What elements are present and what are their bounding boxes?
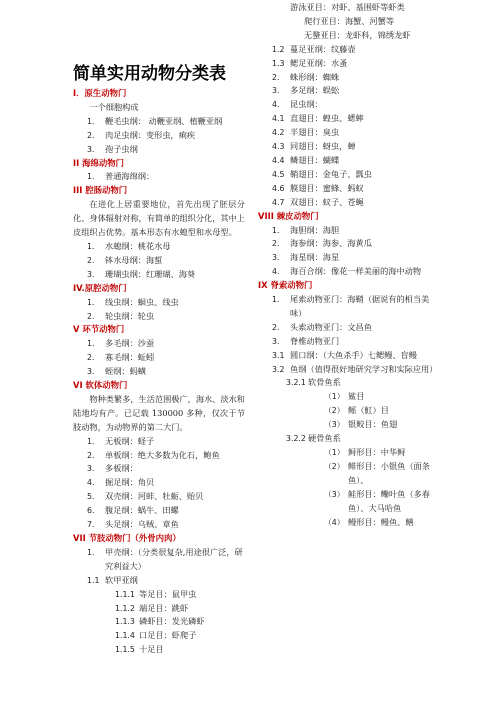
- list-item-number: 3.: [87, 144, 95, 154]
- list-item: [258, 418, 434, 432]
- list-item: [73, 143, 245, 157]
- list-item-text: 十足目: [139, 644, 164, 655]
- list-item-text: 头索动物亚门：文昌鱼: [290, 321, 372, 332]
- list-item-number: （3）: [324, 420, 345, 430]
- list-item-number: 1.2: [272, 44, 285, 54]
- list-item-text: 圆口纲：（大鱼杀手）七鳃鳗、盲鳗: [290, 349, 417, 360]
- list-item: [258, 363, 438, 377]
- list-item-number: 2.: [272, 239, 280, 249]
- list-item-text: 鱼纲（值得很好地研究学习和实际应用）: [290, 363, 438, 374]
- list-item-text: 鲟形目：中华鲟: [348, 447, 406, 457]
- section-heading-mollusca: VI 软体动物门: [73, 380, 128, 391]
- list-item: 游泳亚目：对虾、基围虾等虾类: [290, 2, 405, 12]
- list-item: [258, 224, 434, 238]
- list-item-number: 1.1.3: [115, 617, 135, 627]
- list-item: [258, 98, 434, 112]
- list-item-text: 掘足纲：角贝: [105, 477, 155, 488]
- right-column: [258, 1, 438, 529]
- list-item: [73, 129, 245, 143]
- list-item: 爬行亚目：海蟹、河蟹等: [304, 15, 395, 26]
- list-item-text: 海胆纲：海胆: [290, 224, 340, 235]
- list-item-number: 2.: [87, 311, 95, 321]
- section-heading-protozoa: I．原生动物门: [73, 88, 127, 98]
- list-item-number: （4）: [324, 517, 345, 527]
- list-item: [258, 390, 434, 404]
- list-item-text: 水螅纲：桃花水母: [105, 240, 171, 251]
- list-item: [258, 460, 434, 488]
- list-item: [258, 432, 434, 446]
- list-item: [73, 310, 245, 324]
- document-title: 简单实用动物分类表: [73, 64, 226, 84]
- list-item-number: 2.: [272, 322, 280, 332]
- list-item-number: （1）: [324, 392, 345, 402]
- list-item-text: 昆虫纲：: [290, 99, 323, 110]
- list-item: [73, 337, 245, 351]
- list-item-text: 银鲛目：鱼翅: [348, 419, 398, 430]
- list-item: [73, 643, 245, 657]
- list-item-text: 膜翅目：蜜蜂、蚂蚁: [290, 182, 364, 193]
- list-item-number: 1.: [87, 116, 95, 126]
- list-item-text: 单板纲：绝大多数为化石，鲍鱼: [105, 449, 220, 460]
- list-item-text: 蛭纲：蚂蟥: [105, 366, 146, 377]
- list-item: [258, 516, 434, 530]
- list-item-text: 软甲亚纲: [105, 574, 138, 585]
- list-item: [73, 462, 245, 476]
- list-item-text: 鲨目: [348, 391, 365, 402]
- list-item-number: 3.: [272, 253, 280, 263]
- list-item: [258, 404, 434, 418]
- list-item-text: 海参纲：海参、海黄瓜: [290, 238, 372, 249]
- list-item-number: 4.7: [272, 197, 285, 207]
- list-item-number: （2）: [324, 406, 345, 416]
- list-item: [258, 154, 434, 168]
- list-item: [73, 490, 245, 504]
- list-item-text: 多足纲：蜈蚣: [290, 85, 340, 96]
- list-item-number: 3.2.1: [286, 378, 306, 388]
- list-item-number: 1.: [87, 547, 95, 557]
- list-item-text: 口足目：虾爬子: [139, 630, 197, 641]
- list-item-text: 线虫纲：蛔虫、线虫: [105, 296, 179, 307]
- list-item: [258, 71, 434, 85]
- list-item: [73, 476, 245, 490]
- list-item: [73, 449, 245, 463]
- list-item-number: 2.: [87, 255, 95, 265]
- list-item-text: 蛛形纲：蜘蛛: [290, 71, 340, 82]
- list-item-text: 腹足纲：蜗牛、田螺: [105, 505, 179, 516]
- list-item-number: （3）: [324, 489, 345, 499]
- list-item-text: 孢子虫纲: [105, 143, 138, 154]
- list-item-number: 3.: [87, 269, 95, 279]
- list-item: [73, 615, 245, 629]
- list-item: [73, 170, 245, 184]
- list-item: [258, 43, 434, 57]
- list-item-number: 2.: [87, 353, 95, 363]
- list-item: [73, 602, 245, 616]
- list-item-number: 2.: [87, 130, 95, 140]
- left-column: [73, 0, 245, 657]
- list-item-number: 3.: [272, 86, 280, 96]
- list-item-number: 1.: [87, 297, 95, 307]
- list-item: [258, 126, 434, 140]
- section-heading-echinodermata: VIII 棘皮动物门: [258, 210, 319, 221]
- list-item: [258, 488, 434, 516]
- list-item-text: 肉足虫纲：变形虫，痢疾: [105, 129, 196, 140]
- list-item-text: 鞭毛虫纲： 动鞭亚纲、植鞭亚纲: [105, 115, 223, 126]
- list-item: [258, 335, 434, 349]
- list-item-text: 鲑形目：鳓叶鱼（多春鱼）、大马哈鱼: [348, 488, 430, 513]
- list-item: [258, 182, 434, 196]
- list-item-number: 1.: [272, 225, 280, 235]
- list-item: [73, 518, 245, 532]
- list-item-text: 海星纲：海星: [290, 252, 340, 263]
- list-item-number: 4.: [272, 100, 280, 110]
- list-item-text: 半翅目：臭虫: [290, 127, 340, 138]
- section-heading-porifera: II 海绵动物门: [73, 157, 125, 168]
- list-item-text: 同翅目：蚜虫，蝉: [290, 141, 356, 152]
- list-item: [73, 435, 245, 449]
- list-item: [258, 168, 434, 182]
- list-item: [258, 140, 434, 154]
- list-item-text: 鲱形目：小银鱼（面条鱼）、: [348, 460, 430, 485]
- list-item: [73, 268, 245, 282]
- section-intro-mollusca: 物种类繁多，生活范围极广，海水、淡水和陆地均有产。已记载 130000 多种，仅次于节肢动物，为动物界的第二大门。: [73, 393, 245, 432]
- list-item-text: 软骨鱼系: [308, 377, 341, 388]
- list-item-number: 4.3: [272, 142, 285, 152]
- section-intro-protozoa: 一个细胞构成: [89, 101, 139, 112]
- list-item-text: 无板纲：蛏子: [105, 435, 155, 446]
- list-item-number: 4.: [272, 267, 280, 277]
- section-heading-chordata: IX 脊索动物门: [258, 280, 313, 291]
- list-item-text: 珊瑚虫纲：红珊瑚、海葵: [105, 268, 196, 279]
- section-heading-aschelminthes: IV.原腔动物门: [73, 282, 127, 293]
- list-item-text: 鳗形目：鳗鱼、鳝: [348, 516, 414, 527]
- list-item-text: 端足目：跳虾: [139, 602, 189, 613]
- list-item: [73, 504, 245, 518]
- list-item-number: 4.: [87, 478, 95, 488]
- list-item-text: 尾索动物亚门：海鞘（据说有的相当美味）: [290, 294, 430, 318]
- list-item-text: 钵水母纲：海蜇: [105, 254, 163, 265]
- list-item-text: 鳞翅目：蝴蝶: [290, 154, 340, 165]
- list-item-text: 鳃足亚纲：水蚤: [290, 57, 348, 68]
- list-item: [73, 574, 245, 588]
- list-item-number: 1.1.4: [115, 631, 135, 641]
- list-item: [258, 265, 434, 279]
- list-item-number: 2.: [87, 450, 95, 460]
- list-item-text: 普通海绵纲：: [105, 171, 155, 182]
- list-item-number: 1.: [87, 339, 95, 349]
- list-item: [258, 196, 434, 210]
- list-item-number: 1.: [87, 436, 95, 446]
- list-item-number: 3.: [87, 464, 95, 474]
- list-item-number: 5.: [87, 492, 95, 502]
- list-item-number: 3.1: [272, 350, 285, 360]
- list-item-number: 1.: [272, 295, 280, 305]
- list-item-text: 多毛纲：沙蚕: [105, 338, 155, 349]
- list-item-number: 4.5: [272, 169, 285, 179]
- list-item-number: 1.: [87, 241, 95, 251]
- list-item: [73, 365, 245, 379]
- list-item-text: 寡毛纲：蚯蚓: [105, 352, 155, 363]
- list-item: [258, 376, 434, 390]
- list-item: 无螯亚目：龙虾科，锦绣龙虾: [304, 29, 411, 40]
- list-item-number: 4.4: [272, 155, 285, 165]
- list-item-number: （2）: [324, 461, 345, 471]
- list-item-number: 1.1.1: [115, 589, 135, 599]
- list-item-text: 鞘翅目：金龟子、瓢虫: [290, 168, 372, 179]
- list-item: [258, 321, 434, 335]
- list-item: [258, 84, 434, 98]
- list-item-number: 6.: [87, 506, 95, 516]
- list-item-text: 轮虫纲：轮虫: [105, 310, 155, 321]
- list-item-number: 4.1: [272, 114, 285, 124]
- list-item-number: （1）: [324, 448, 345, 457]
- list-item: [73, 351, 245, 365]
- list-item-text: 磷虾目：发光磷虾: [139, 616, 205, 627]
- list-item-number: 7.: [87, 520, 95, 530]
- section-intro-coelenterata: 在进化上居重要地位，首先出现了胚层分化、身体辐射对称，有简单的组织分化，其中上皮组织占优势。基本形态有水螅型和水母型。: [73, 199, 245, 238]
- list-item-number: 1.1.2: [115, 603, 135, 613]
- list-item: [258, 349, 434, 363]
- list-item: [73, 588, 245, 602]
- list-item-number: 3.2: [272, 364, 285, 374]
- list-item-number: 1.1.5: [115, 645, 135, 655]
- list-item-text: 等足目：鼠甲虫: [139, 588, 197, 599]
- list-item-number: 4.2: [272, 128, 285, 138]
- list-item: [73, 629, 245, 643]
- list-item-text: 头足纲：乌贼、章鱼: [105, 519, 179, 530]
- list-item: [73, 240, 245, 254]
- list-item-number: 3.2.2: [286, 434, 306, 444]
- list-item-text: 海百合纲：像花一样美丽的海中动物: [290, 266, 422, 277]
- section-heading-arthropoda: VII 节肢动物门（外骨内肉）: [73, 533, 181, 543]
- list-item-text: 硬骨鱼系: [308, 433, 341, 444]
- list-item: [73, 546, 245, 574]
- list-item: [258, 251, 434, 265]
- list-item: [258, 446, 434, 460]
- list-item: [258, 57, 434, 71]
- list-item-text: 脊椎动物亚门: [290, 335, 340, 346]
- list-item-text: 多板纲：: [105, 463, 138, 474]
- list-item-text: 鳐（魟）目: [348, 405, 389, 416]
- list-item-number: 3.: [272, 336, 280, 346]
- list-item-number: 4.6: [272, 183, 285, 193]
- section-heading-annelida: V 环节动物门: [73, 324, 125, 335]
- list-item-text: 双翅目：蚊子、苍蝇: [290, 196, 364, 207]
- list-item-number: 1.1: [87, 575, 100, 585]
- list-item: [73, 115, 245, 129]
- list-item-text: 双壳纲：河蚌、牡蛎、贻贝: [105, 491, 204, 502]
- list-item: [73, 254, 245, 268]
- list-item-text: 直翅目：蝗虫、蟋蟀: [290, 113, 364, 124]
- list-item-text: 甲壳纲：（分类很复杂,用途很广泛，研究利益大）: [105, 546, 243, 571]
- list-item: [258, 293, 434, 321]
- list-item: [73, 296, 245, 310]
- list-item-number: 1.3: [272, 58, 285, 68]
- list-item-number: 1.: [87, 172, 95, 182]
- list-item: [258, 112, 434, 126]
- list-item-number: 3.: [87, 367, 95, 377]
- list-item-number: 2.: [272, 72, 280, 82]
- list-item-text: 蔓足亚纲：纹藤壶: [290, 43, 356, 54]
- list-item: [258, 237, 434, 251]
- section-heading-coelenterata: III 腔肠动物门: [73, 185, 128, 196]
